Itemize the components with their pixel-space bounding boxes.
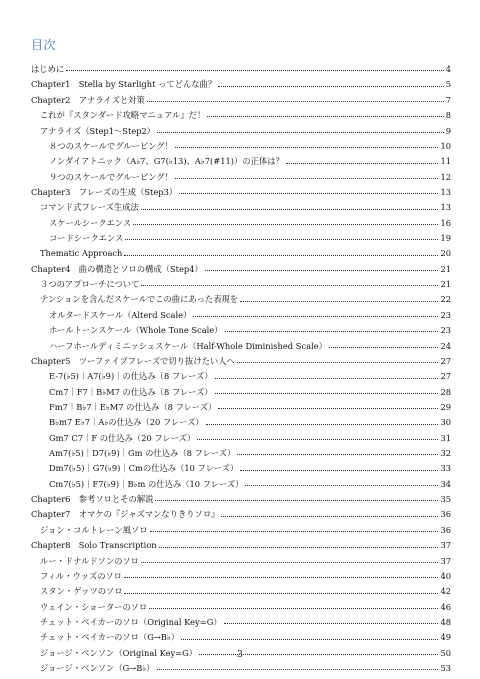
dot-leader (215, 393, 439, 394)
dot-leader (124, 593, 438, 594)
toc-entry-page: 28 (440, 386, 451, 397)
toc-entry-title: オルタードスケール（Alterd Scale） (49, 309, 192, 320)
toc-entry-page: 9 (445, 125, 451, 136)
toc-entry-page: 13 (440, 186, 451, 197)
toc-entry[interactable] (31, 150, 451, 165)
toc-entry[interactable] (31, 411, 451, 426)
toc-entry[interactable] (31, 304, 451, 319)
toc-entry-page: 23 (440, 309, 451, 320)
toc-entry-page: 31 (440, 432, 451, 443)
toc-entry-title: アナライズ（Step1～Step2） (40, 125, 156, 136)
toc-entry-title: Gm7 C7｜F の仕込み（20 フレーズ） (49, 432, 196, 443)
toc-entry[interactable] (31, 596, 451, 611)
toc-entry-page: 5 (445, 79, 451, 90)
toc-entry-page: 35 (440, 494, 451, 505)
toc-entry-page: 42 (440, 586, 451, 597)
dot-leader (155, 500, 438, 501)
toc-entry[interactable] (31, 365, 451, 380)
dot-leader (149, 608, 438, 609)
toc-entry[interactable] (31, 119, 451, 134)
toc-entry-page: 11 (440, 156, 451, 167)
toc-entry[interactable] (31, 58, 451, 73)
toc-entry-title: これが『スタンダード攻略マニュアル』だ！ (40, 110, 206, 121)
toc-entry-title: スケールシークエンス (49, 217, 132, 228)
toc-entry-title: ハーフホールディミニッシュスケール（Half-Whole Diminished Scale） (49, 340, 327, 351)
toc-entry-page: 50 (440, 647, 451, 658)
toc-entry-title: Cm7｜F7｜B♭M7 の仕込み（8 フレーズ） (49, 386, 213, 397)
toc-entry[interactable] (31, 626, 451, 641)
toc-entry-title: Chapter5 ツーファイブフレーズで切り抜けたい人へ (31, 355, 235, 366)
dot-leader (125, 239, 438, 240)
toc-entry[interactable] (31, 350, 451, 365)
toc-entry[interactable] (31, 427, 451, 442)
dot-leader (245, 485, 438, 486)
toc-entry[interactable] (31, 473, 451, 488)
toc-entry-title: Dm7(♭5)｜G7(♭9)｜Cmの仕込み（10 フレーズ） (49, 463, 239, 474)
toc-entry-page: 30 (440, 417, 451, 428)
toc-entry-page: 24 (440, 340, 451, 351)
toc-entry-title: Chapter7 オマケの『ジャズマンなりきりソロ』 (31, 509, 220, 520)
dot-leader (207, 116, 443, 117)
toc-entry-title: Thematic Approach (40, 248, 123, 259)
page-number: 3 (237, 650, 243, 660)
toc-entry-page: 53 (440, 663, 451, 674)
toc-entry-page: 21 (440, 263, 451, 274)
toc-entry-title: ジョージ・ベンソン（G→B♭） (40, 663, 155, 674)
toc-entry[interactable] (31, 503, 451, 518)
toc-entry-title: ジョン・コルトレーン風ソロ (40, 524, 148, 535)
toc-entry[interactable] (31, 212, 451, 227)
toc-entry-page: 23 (440, 325, 451, 336)
dot-leader (141, 285, 438, 286)
dot-leader (133, 224, 438, 225)
dot-leader (225, 331, 439, 332)
toc-entry-page: 27 (440, 355, 451, 366)
dot-leader (147, 101, 444, 102)
dot-leader (205, 270, 439, 271)
toc-entry[interactable] (31, 488, 451, 503)
toc-entry-page: 8 (445, 110, 451, 121)
dot-leader (157, 132, 444, 133)
toc-entry-title: Am7(♭5)｜D7(♭9)｜Gm の仕込み（8 フレーズ） (49, 448, 236, 459)
toc-entry-title: ジョージ・ベンソン（Original Key=G） (40, 647, 198, 658)
dot-leader (157, 669, 439, 670)
toc-entry-title: はじめに (31, 64, 65, 75)
toc-entry-page: 4 (445, 64, 451, 75)
toc-entry-title: コードシークエンス (49, 233, 124, 244)
toc-entry-page: 19 (440, 233, 451, 244)
toc-entry-title: フィル・ウッズのソロ (40, 570, 122, 581)
toc-heading: 目次 (31, 38, 57, 52)
toc-entry-page: 16 (440, 217, 451, 228)
toc-entry-page: 40 (440, 570, 451, 581)
dot-leader (206, 424, 439, 425)
dot-leader (237, 454, 438, 455)
dot-leader (179, 193, 438, 194)
dot-leader (124, 577, 438, 578)
toc-entry-page: 32 (440, 448, 451, 459)
toc-entry-page: 49 (440, 632, 451, 643)
toc-entry[interactable] (31, 381, 451, 396)
toc-entry[interactable] (31, 519, 451, 534)
toc-entry-page: 37 (440, 555, 451, 566)
toc-entry-title: Chapter3 フレーズの生成（Step3） (31, 186, 178, 197)
dot-leader (66, 70, 444, 71)
toc-entry[interactable] (31, 227, 451, 242)
toc-entry-page: 7 (445, 94, 451, 105)
toc-entry[interactable] (31, 104, 451, 119)
toc-entry-title: ホールトーンスケール（Whole Tone Scale） (49, 325, 223, 336)
dot-leader (221, 516, 438, 517)
toc-entry-title: E-7(♭5)｜A7(♭9)｜の仕込み（8 フレーズ） (49, 371, 213, 382)
dot-leader (197, 439, 438, 440)
toc-entry[interactable] (31, 135, 451, 150)
toc-entry-page: 48 (440, 617, 451, 627)
dot-leader (141, 209, 439, 210)
toc-entry-page: 36 (440, 524, 451, 535)
dot-leader (193, 316, 438, 317)
dot-leader (218, 408, 438, 409)
dot-leader (175, 147, 439, 148)
toc-entry-title: B♭m7 E♭7｜A♭の仕込み（20 フレーズ） (49, 417, 204, 428)
dot-leader (150, 531, 439, 532)
toc-entry[interactable] (31, 319, 451, 334)
toc-entry-page: 21 (440, 279, 451, 290)
dot-leader (240, 470, 438, 471)
toc-entry-title: Chapter8 Solo Transcription (31, 540, 157, 551)
toc-entry-page: 34 (440, 478, 451, 489)
toc-entry-title: ９つのスケールでグルーピング！ (49, 171, 173, 182)
dot-leader (124, 255, 438, 256)
dot-leader (237, 362, 439, 363)
toc-entry-title: ウェイン・ショーターのソロ (40, 601, 148, 612)
dot-leader (159, 547, 439, 548)
toc-entry[interactable] (31, 565, 451, 580)
toc-entry[interactable] (31, 457, 451, 472)
toc-entry[interactable] (31, 550, 451, 565)
dot-leader (218, 86, 444, 87)
toc-entry[interactable] (31, 580, 451, 595)
toc-entry[interactable] (31, 273, 451, 288)
toc-entry-page: 13 (440, 202, 451, 213)
toc-entry[interactable] (31, 242, 451, 257)
toc-entry-page: 12 (440, 171, 451, 182)
toc-entry-page: 46 (440, 601, 451, 612)
dot-leader (175, 178, 439, 179)
toc-entry[interactable] (31, 73, 451, 88)
toc-entry-title: Cm7(♭5)｜F7(♭9)｜B♭m の仕込み（10 フレーズ） (49, 478, 244, 489)
toc-entry[interactable] (31, 196, 451, 211)
toc-entry-page: 10 (440, 140, 451, 151)
toc-entry-title: コマンド式フレーズ生成法 (40, 202, 139, 213)
toc-entry[interactable] (31, 611, 451, 626)
toc-entry-title: Chapter2 アナライズと対策 (31, 94, 145, 105)
dot-leader (141, 562, 438, 563)
toc-entry[interactable] (31, 442, 451, 457)
toc-entry-title: テンションを含んだスケールでこの曲にあった表現を (40, 294, 239, 305)
toc-entry[interactable] (31, 534, 451, 549)
toc-entry-title: ３つのアプローチについて (40, 279, 140, 290)
dot-leader (286, 163, 439, 164)
dot-leader (240, 301, 438, 302)
dot-leader (181, 639, 438, 640)
toc-entry-title: ルー・ドナルドソンのソロ (40, 555, 139, 566)
toc-entry-title: ８つのスケールでグルーピング！ (49, 140, 173, 151)
toc-entry[interactable] (31, 396, 451, 411)
toc-entry-title: チェット・ベイカーのソロ（G→B♭） (40, 632, 180, 643)
toc-entry-page: 22 (440, 294, 451, 305)
toc-entry-title: スタン・ゲッツのソロ (40, 586, 123, 597)
dot-leader (224, 623, 439, 624)
toc-entry-page: 36 (440, 509, 451, 520)
toc-entry-title: Chapter6 参考ソロとその解説 (31, 494, 154, 505)
toc-entry[interactable] (31, 166, 451, 181)
toc-entry[interactable] (31, 334, 451, 349)
dot-leader (215, 378, 439, 379)
toc-entry-page: 33 (440, 463, 451, 474)
toc-entry[interactable] (31, 89, 451, 104)
toc-entry-title: Chapter1 Stella by Starlight ってどんな曲？ (31, 79, 217, 90)
toc-entry-page: 37 (440, 540, 451, 551)
table-of-contents (31, 58, 451, 672)
dot-leader (329, 347, 439, 348)
toc-entry-title: チェット・ベイカーのソロ（Original Key=G） (40, 617, 222, 627)
toc-entry[interactable] (31, 258, 451, 273)
toc-entry-page: 29 (440, 401, 451, 412)
toc-entry-title: Fm7｜B♭7｜E♭M7 の仕込み（8 フレーズ） (49, 401, 217, 412)
toc-entry[interactable] (31, 181, 451, 196)
toc-entry-title: ノンダイアトニック（A♭7、G7(♭13)、A♭7(#11)）の正体は？ (49, 156, 284, 167)
toc-entry[interactable] (31, 288, 451, 303)
toc-entry-page: 20 (440, 248, 451, 259)
toc-entry-title: Chapter4 曲の構造とソロの構成（Step4） (31, 263, 203, 274)
toc-entry-page: 27 (440, 371, 451, 382)
